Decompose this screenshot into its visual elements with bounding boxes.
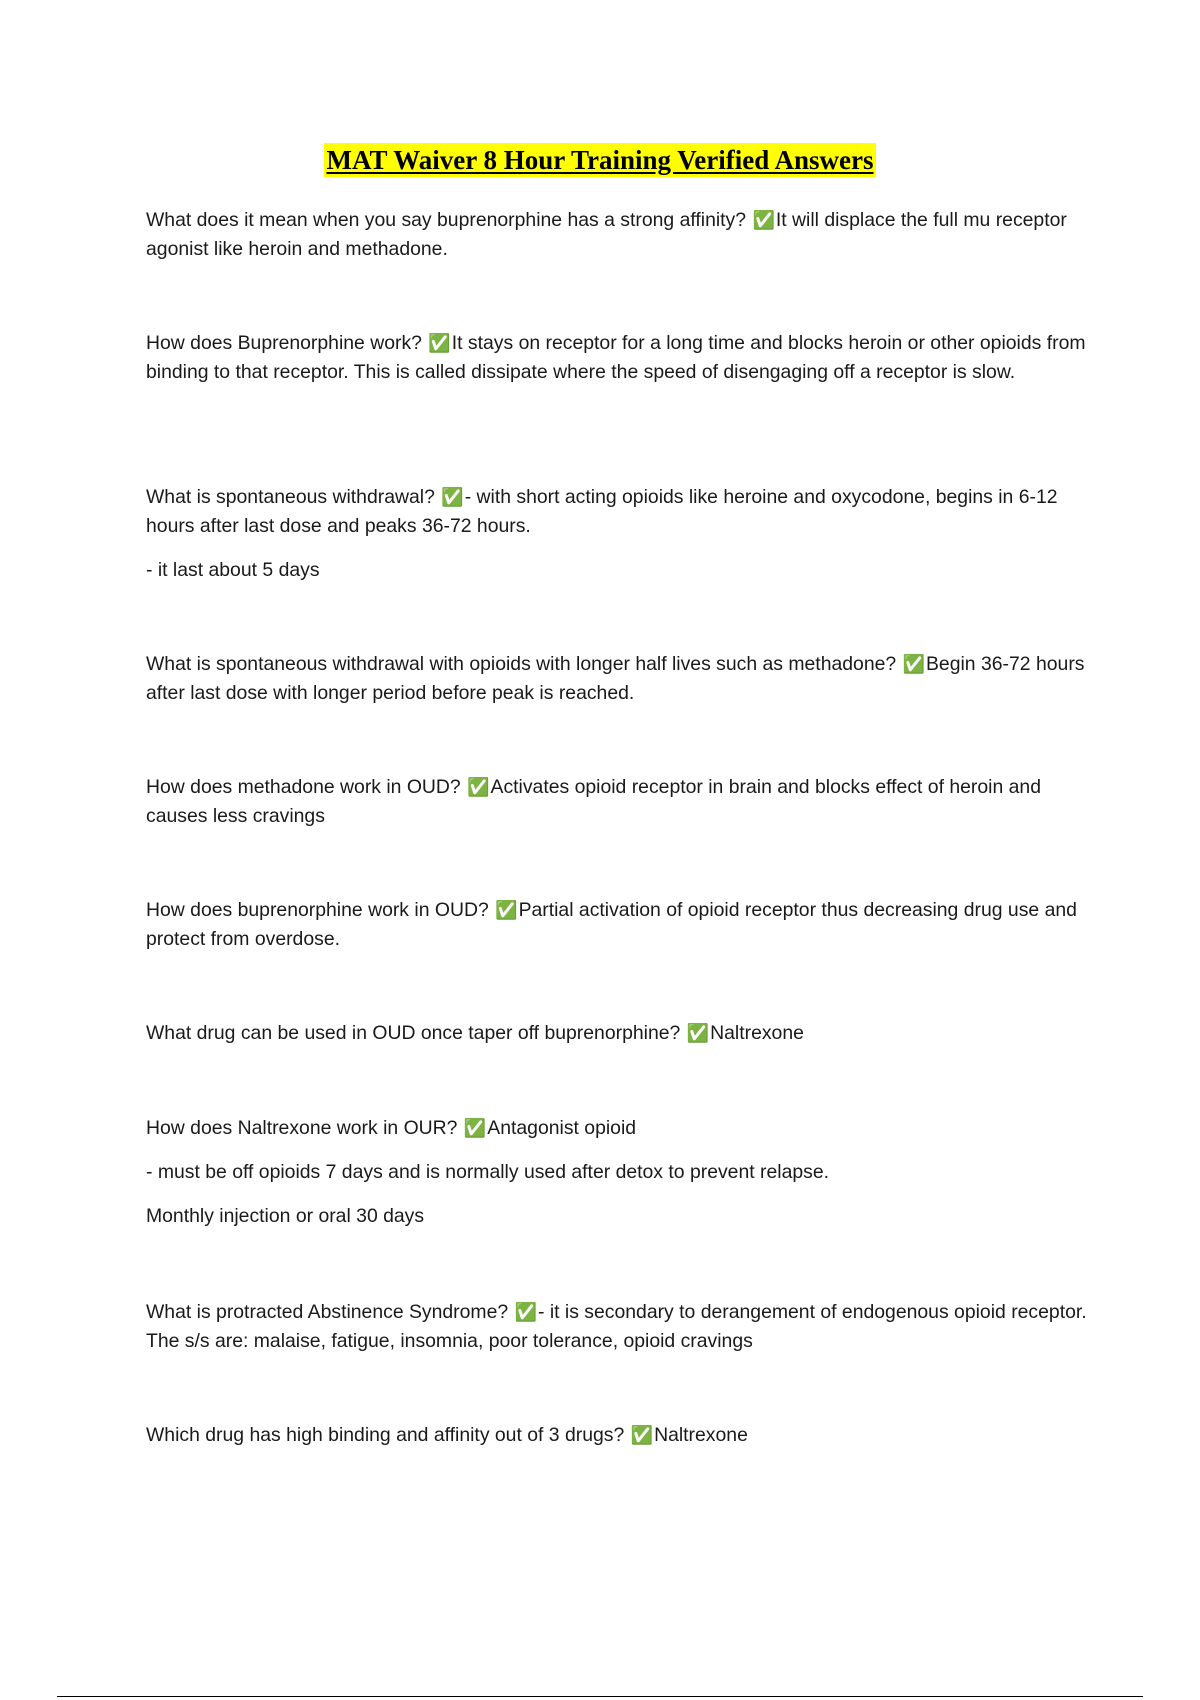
extra-line: - it last about 5 days bbox=[146, 559, 320, 581]
qa-line bbox=[146, 1114, 1096, 1143]
answer-text: - it is secondary to derangement of endogenous opioid receptor. The s/s are: malaise, fatigue, insomnia, poor tolerance, opioid cravings bbox=[146, 1301, 1087, 1352]
qa-item-1 bbox=[146, 206, 1096, 264]
answer-text: Naltrexone bbox=[654, 1424, 748, 1446]
check-icon: ✅ bbox=[686, 1023, 710, 1043]
qa-line bbox=[146, 773, 1096, 831]
qa-line bbox=[146, 483, 1096, 541]
question-text: What is protracted Abstinence Syndrome? bbox=[146, 1301, 509, 1323]
qa-line bbox=[146, 1298, 1096, 1356]
question-text: What is spontaneous withdrawal? bbox=[146, 486, 435, 508]
question-text: How does buprenorphine work in OUD? bbox=[146, 899, 489, 921]
qa-line bbox=[146, 206, 1096, 264]
check-icon: ✅ bbox=[514, 1302, 537, 1322]
answer-text: Begin 36-72 hours after last dose with longer period before peak is reached. bbox=[146, 653, 1085, 704]
answer-text: It stays on receptor for a long time and blocks heroin or other opioids from binding to that receptor. This is called dissipate where the speed of disengaging off a receptor is slow. bbox=[146, 332, 1086, 383]
qa-line bbox=[146, 329, 1096, 387]
answer-text: Activates opioid receptor in brain and blocks effect of heroin and causes less cravings bbox=[146, 776, 1041, 827]
question-text: Which drug has high binding and affinity out of 3 drugs? bbox=[146, 1424, 625, 1446]
qa-item-8 bbox=[146, 1114, 1096, 1231]
answer-text: Naltrexone bbox=[710, 1022, 804, 1044]
check-icon: ✅ bbox=[463, 1118, 487, 1138]
footer-divider bbox=[57, 1696, 1143, 1697]
qa-line bbox=[146, 650, 1096, 708]
qa-item-10 bbox=[146, 1421, 1096, 1450]
question-text: How does Buprenorphine work? bbox=[146, 332, 422, 354]
answer-text: Partial activation of opioid receptor thus decreasing drug use and protect from overdose. bbox=[146, 899, 1077, 950]
page-title: MAT Waiver 8 Hour Training Verified Answers bbox=[326, 145, 874, 175]
question-text: How does Naltrexone work in OUR? bbox=[146, 1117, 458, 1139]
answer-text: Antagonist opioid bbox=[487, 1117, 637, 1139]
question-text: How does methadone work in OUD? bbox=[146, 776, 461, 798]
qa-line bbox=[146, 896, 1096, 954]
check-icon: ✅ bbox=[428, 333, 451, 353]
qa-line bbox=[146, 1421, 1096, 1450]
question-text: What is spontaneous withdrawal with opioids with longer half lives such as methadone? bbox=[146, 653, 897, 675]
answer-text: It will displace the full mu receptor agonist like heroin and methadone. bbox=[146, 209, 1067, 260]
qa-item-6 bbox=[146, 896, 1096, 954]
extra-line: Monthly injection or oral 30 days bbox=[146, 1205, 425, 1227]
question-text: What does it mean when you say buprenorphine has a strong affinity? bbox=[146, 209, 747, 231]
answer-text: - with short acting opioids like heroine and oxycodone, begins in 6-12 hours after last dose and peaks 36-72 hours. bbox=[146, 486, 1058, 537]
question-text: What drug can be used in OUD once taper off buprenorphine? bbox=[146, 1022, 681, 1044]
check-icon: ✅ bbox=[495, 900, 518, 920]
qa-item-5 bbox=[146, 773, 1096, 831]
check-icon: ✅ bbox=[752, 210, 775, 230]
check-icon: ✅ bbox=[467, 777, 490, 797]
title-wrap bbox=[0, 143, 1200, 177]
check-icon: ✅ bbox=[630, 1425, 654, 1445]
check-icon: ✅ bbox=[441, 487, 464, 507]
qa-item-9 bbox=[146, 1298, 1096, 1356]
qa-item-7 bbox=[146, 1019, 1096, 1048]
qa-line bbox=[146, 1019, 1096, 1048]
qa-item-4 bbox=[146, 650, 1096, 708]
extra-line: - must be off opioids 7 days and is normally used after detox to prevent relapse. bbox=[146, 1161, 829, 1183]
qa-item-3 bbox=[146, 483, 1096, 585]
check-icon: ✅ bbox=[902, 654, 925, 674]
qa-item-2 bbox=[146, 329, 1096, 387]
